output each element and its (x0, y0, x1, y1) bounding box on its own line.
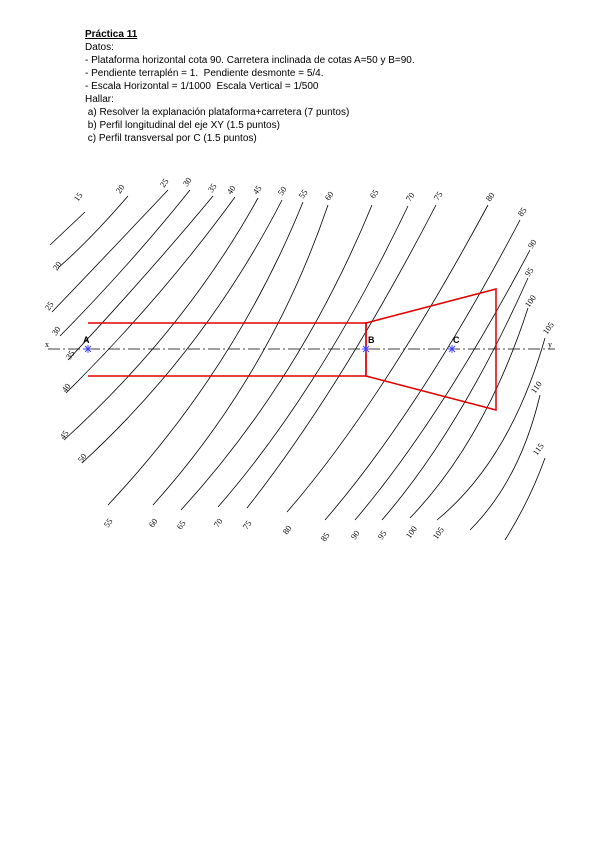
contour-label: 90 (525, 237, 539, 251)
statement-line-datos: Datos: (85, 42, 114, 53)
contour-label: 90 (348, 528, 362, 542)
contour-label: 75 (431, 189, 445, 203)
contour-label: 95 (375, 528, 389, 542)
contour-label: 25 (42, 299, 56, 313)
contour-line (505, 458, 545, 540)
contour-line (108, 202, 303, 505)
contour-label: 65 (174, 518, 188, 532)
contour-label: 40 (59, 381, 73, 395)
contour-label: 60 (146, 516, 160, 530)
axis-x-label: x (45, 340, 49, 349)
contour-line (52, 190, 168, 312)
contour-label: 75 (240, 518, 254, 532)
contour-label: 100 (403, 523, 419, 541)
statement-line-pendiente: - Pendiente terraplén = 1. Pendiente desmonte = 5/4. (85, 68, 324, 79)
contour-label: 85 (515, 205, 529, 219)
contour-label: 15 (71, 190, 85, 204)
contour-label: 110 (528, 379, 544, 396)
contour-label: 55 (101, 516, 115, 530)
contour-label: 105 (540, 319, 556, 337)
statement-line-escala: - Escala Horizontal = 1/1000 Escala Vertical = 1/500 (85, 81, 319, 92)
statement-line-c: c) Perfil transversal por C (1.5 puntos) (85, 133, 257, 144)
contour-label: 50 (75, 451, 89, 465)
contour-line (247, 205, 436, 508)
contour-line (287, 205, 488, 512)
contour-line (82, 200, 282, 463)
point-a-label: A (83, 335, 90, 345)
contour-label: 85 (318, 530, 332, 544)
contour-labels-bottom (101, 516, 446, 543)
contour-line (60, 190, 190, 336)
contour-line (153, 205, 328, 505)
statement-line-plataforma: - Plataforma horizontal cota 90. Carretera inclinada de cotas A=50 y B=90. (85, 55, 415, 66)
contour-label: 100 (522, 292, 538, 310)
contour-label: 45 (250, 183, 264, 197)
contour-label: 70 (211, 516, 225, 530)
contour-label: 30 (180, 175, 194, 189)
statement-line-hallar: Hallar: (85, 94, 114, 105)
point-c-label: C (453, 335, 460, 345)
contour-line (58, 196, 128, 268)
axis-xy (45, 340, 555, 349)
contour-label: 60 (322, 189, 336, 203)
contour-label: 20 (50, 259, 64, 273)
contour-label: 115 (530, 441, 546, 458)
contour-label: 70 (403, 190, 417, 204)
contour-label: 65 (367, 187, 381, 201)
road-outline (88, 323, 366, 376)
contour-label: 105 (430, 524, 446, 542)
platform-outline (366, 289, 496, 410)
contour-line (325, 220, 520, 520)
contour-line (50, 212, 85, 245)
contour-line (470, 395, 540, 530)
contour-line (218, 206, 408, 507)
point-b-label: B (368, 335, 375, 345)
contour-label: 35 (63, 348, 77, 362)
contour-label: 95 (522, 265, 536, 279)
contour-labels-left (42, 259, 88, 464)
contour-line (410, 308, 528, 518)
contour-line (181, 205, 372, 510)
contour-label: 80 (483, 190, 497, 204)
contour-label: 30 (49, 324, 63, 338)
contour-label: 50 (275, 184, 289, 198)
contour-label: 55 (296, 187, 310, 201)
contour-label: 25 (157, 176, 171, 190)
contour-line (66, 197, 235, 393)
contour-label: 20 (113, 182, 127, 196)
platform-road (88, 289, 496, 410)
contour-line (437, 338, 545, 520)
statement-line-a: a) Resolver la explanación plataforma+carretera (7 puntos) (85, 107, 350, 118)
axis-y-label: y (548, 340, 552, 349)
point-a-marker (83, 335, 92, 353)
contour-line (68, 196, 213, 360)
contour-label: 80 (280, 523, 294, 537)
point-b-marker (362, 335, 375, 353)
page-title: Práctica 11 (85, 29, 138, 40)
contour-lines (50, 190, 545, 540)
contour-label: 40 (224, 183, 238, 197)
contour-label: 45 (57, 428, 71, 442)
contour-label: 35 (205, 181, 219, 195)
statement-line-b: b) Perfil longitudinal del eje XY (1.5 puntos) (85, 120, 280, 131)
